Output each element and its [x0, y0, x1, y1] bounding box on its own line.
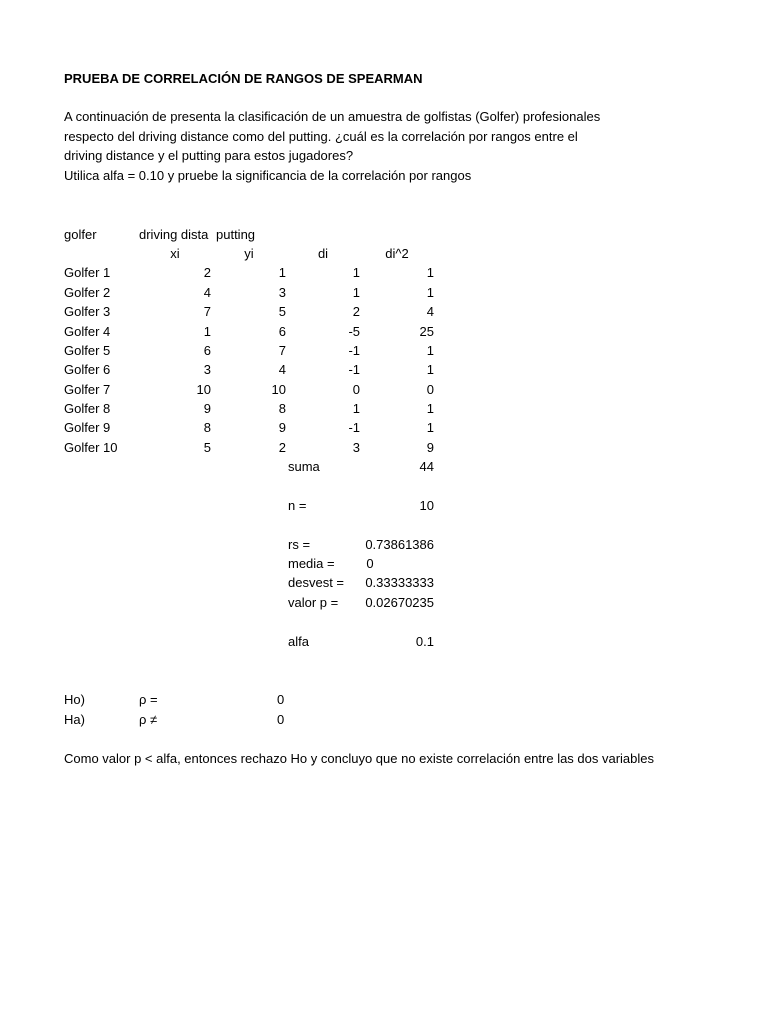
- row-di2: 1: [426, 420, 434, 435]
- row-golfer: Golfer 10: [64, 440, 118, 455]
- row-di: -5: [348, 324, 360, 339]
- row-yi: 1: [278, 265, 286, 280]
- row-golfer: Golfer 6: [64, 362, 111, 377]
- ha-label: Ha): [64, 712, 85, 727]
- row-di2: 1: [426, 285, 434, 300]
- header-yi: yi: [244, 246, 254, 261]
- row-yi: 5: [278, 304, 286, 319]
- row-golfer: Golfer 1: [64, 265, 111, 280]
- row-golfer: Golfer 2: [64, 285, 111, 300]
- row-yi: 9: [278, 420, 286, 435]
- row-xi: 10: [196, 382, 211, 397]
- row-xi: 2: [203, 265, 211, 280]
- row-di2: 0: [426, 382, 434, 397]
- row-xi: 3: [203, 362, 211, 377]
- suma-label: suma: [288, 459, 320, 474]
- row-xi: 8: [203, 420, 211, 435]
- desvest-value: 0.33333333: [365, 575, 434, 590]
- row-di2: 1: [426, 362, 434, 377]
- row-golfer: Golfer 8: [64, 401, 111, 416]
- row-yi: 7: [278, 343, 286, 358]
- row-xi: 1: [203, 324, 211, 339]
- row-di2: 25: [419, 324, 434, 339]
- row-di2: 4: [426, 304, 434, 319]
- row-di: 0: [352, 382, 360, 397]
- header-di2: di^2: [385, 246, 409, 261]
- ho-label: Ho): [64, 692, 85, 707]
- row-di: -1: [348, 362, 360, 377]
- valorp-label: valor p =: [288, 595, 339, 610]
- header-driving: driving dista: [139, 227, 209, 242]
- row-golfer: Golfer 9: [64, 420, 111, 435]
- suma-value: 44: [419, 459, 434, 474]
- media-value: 0: [366, 556, 374, 571]
- row-golfer: Golfer 5: [64, 343, 111, 358]
- row-di: 1: [352, 265, 360, 280]
- n-value: 10: [419, 498, 434, 513]
- rs-label: rs =: [288, 537, 311, 552]
- desvest-label: desvest =: [288, 575, 345, 590]
- row-di2: 1: [426, 343, 434, 358]
- intro-line-1: A continuación de presenta la clasificación de un amuestra de golfistas (Golfer) profesionales: [64, 109, 601, 124]
- page-title: PRUEBA DE CORRELACIÓN DE RANGOS DE SPEARMAN: [64, 71, 423, 86]
- alfa-label: alfa: [288, 634, 309, 649]
- row-xi: 6: [203, 343, 211, 358]
- row-di: 1: [352, 401, 360, 416]
- ho-symbol: ρ =: [139, 692, 158, 707]
- n-label: n =: [288, 498, 307, 513]
- alfa-value: 0.1: [415, 634, 434, 649]
- row-di: -1: [348, 420, 360, 435]
- rs-value: 0.73861386: [365, 537, 434, 552]
- row-xi: 9: [203, 401, 211, 416]
- row-yi: 6: [278, 324, 286, 339]
- header-putting: putting: [216, 227, 256, 242]
- row-di: 2: [352, 304, 360, 319]
- row-golfer: Golfer 4: [64, 324, 111, 339]
- row-di2: 1: [426, 265, 434, 280]
- ha-symbol: ρ ≠: [139, 712, 158, 727]
- row-di: 3: [352, 440, 360, 455]
- row-xi: 5: [203, 440, 211, 455]
- row-yi: 4: [278, 362, 286, 377]
- row-yi: 8: [278, 401, 286, 416]
- row-di: 1: [352, 285, 360, 300]
- row-di2: 9: [426, 440, 434, 455]
- header-xi: xi: [170, 246, 180, 261]
- row-golfer: Golfer 7: [64, 382, 111, 397]
- ho-value: 0: [277, 692, 285, 707]
- row-yi: 10: [271, 382, 286, 397]
- row-yi: 2: [278, 440, 286, 455]
- intro-line-2: respecto del driving distance como del putting. ¿cuál es la correlación por rangos entre el: [64, 129, 578, 144]
- intro-line-4: Utilica alfa = 0.10 y pruebe la significancia de la correlación por rangos: [64, 168, 472, 183]
- row-xi: 4: [203, 285, 211, 300]
- media-label: media =: [288, 556, 335, 571]
- row-golfer: Golfer 3: [64, 304, 111, 319]
- row-xi: 7: [203, 304, 211, 319]
- row-yi: 3: [278, 285, 286, 300]
- header-di: di: [317, 246, 329, 261]
- valorp-value: 0.02670235: [365, 595, 434, 610]
- row-di2: 1: [426, 401, 434, 416]
- intro-line-3: driving distance y el putting para estos jugadores?: [64, 148, 354, 163]
- row-di: -1: [348, 343, 360, 358]
- header-golfer: golfer: [64, 227, 97, 242]
- conclusion: Como valor p < alfa, entonces rechazo Ho y concluyo que no existe correlación entre las dos variables: [64, 751, 655, 766]
- ha-value: 0: [277, 712, 285, 727]
